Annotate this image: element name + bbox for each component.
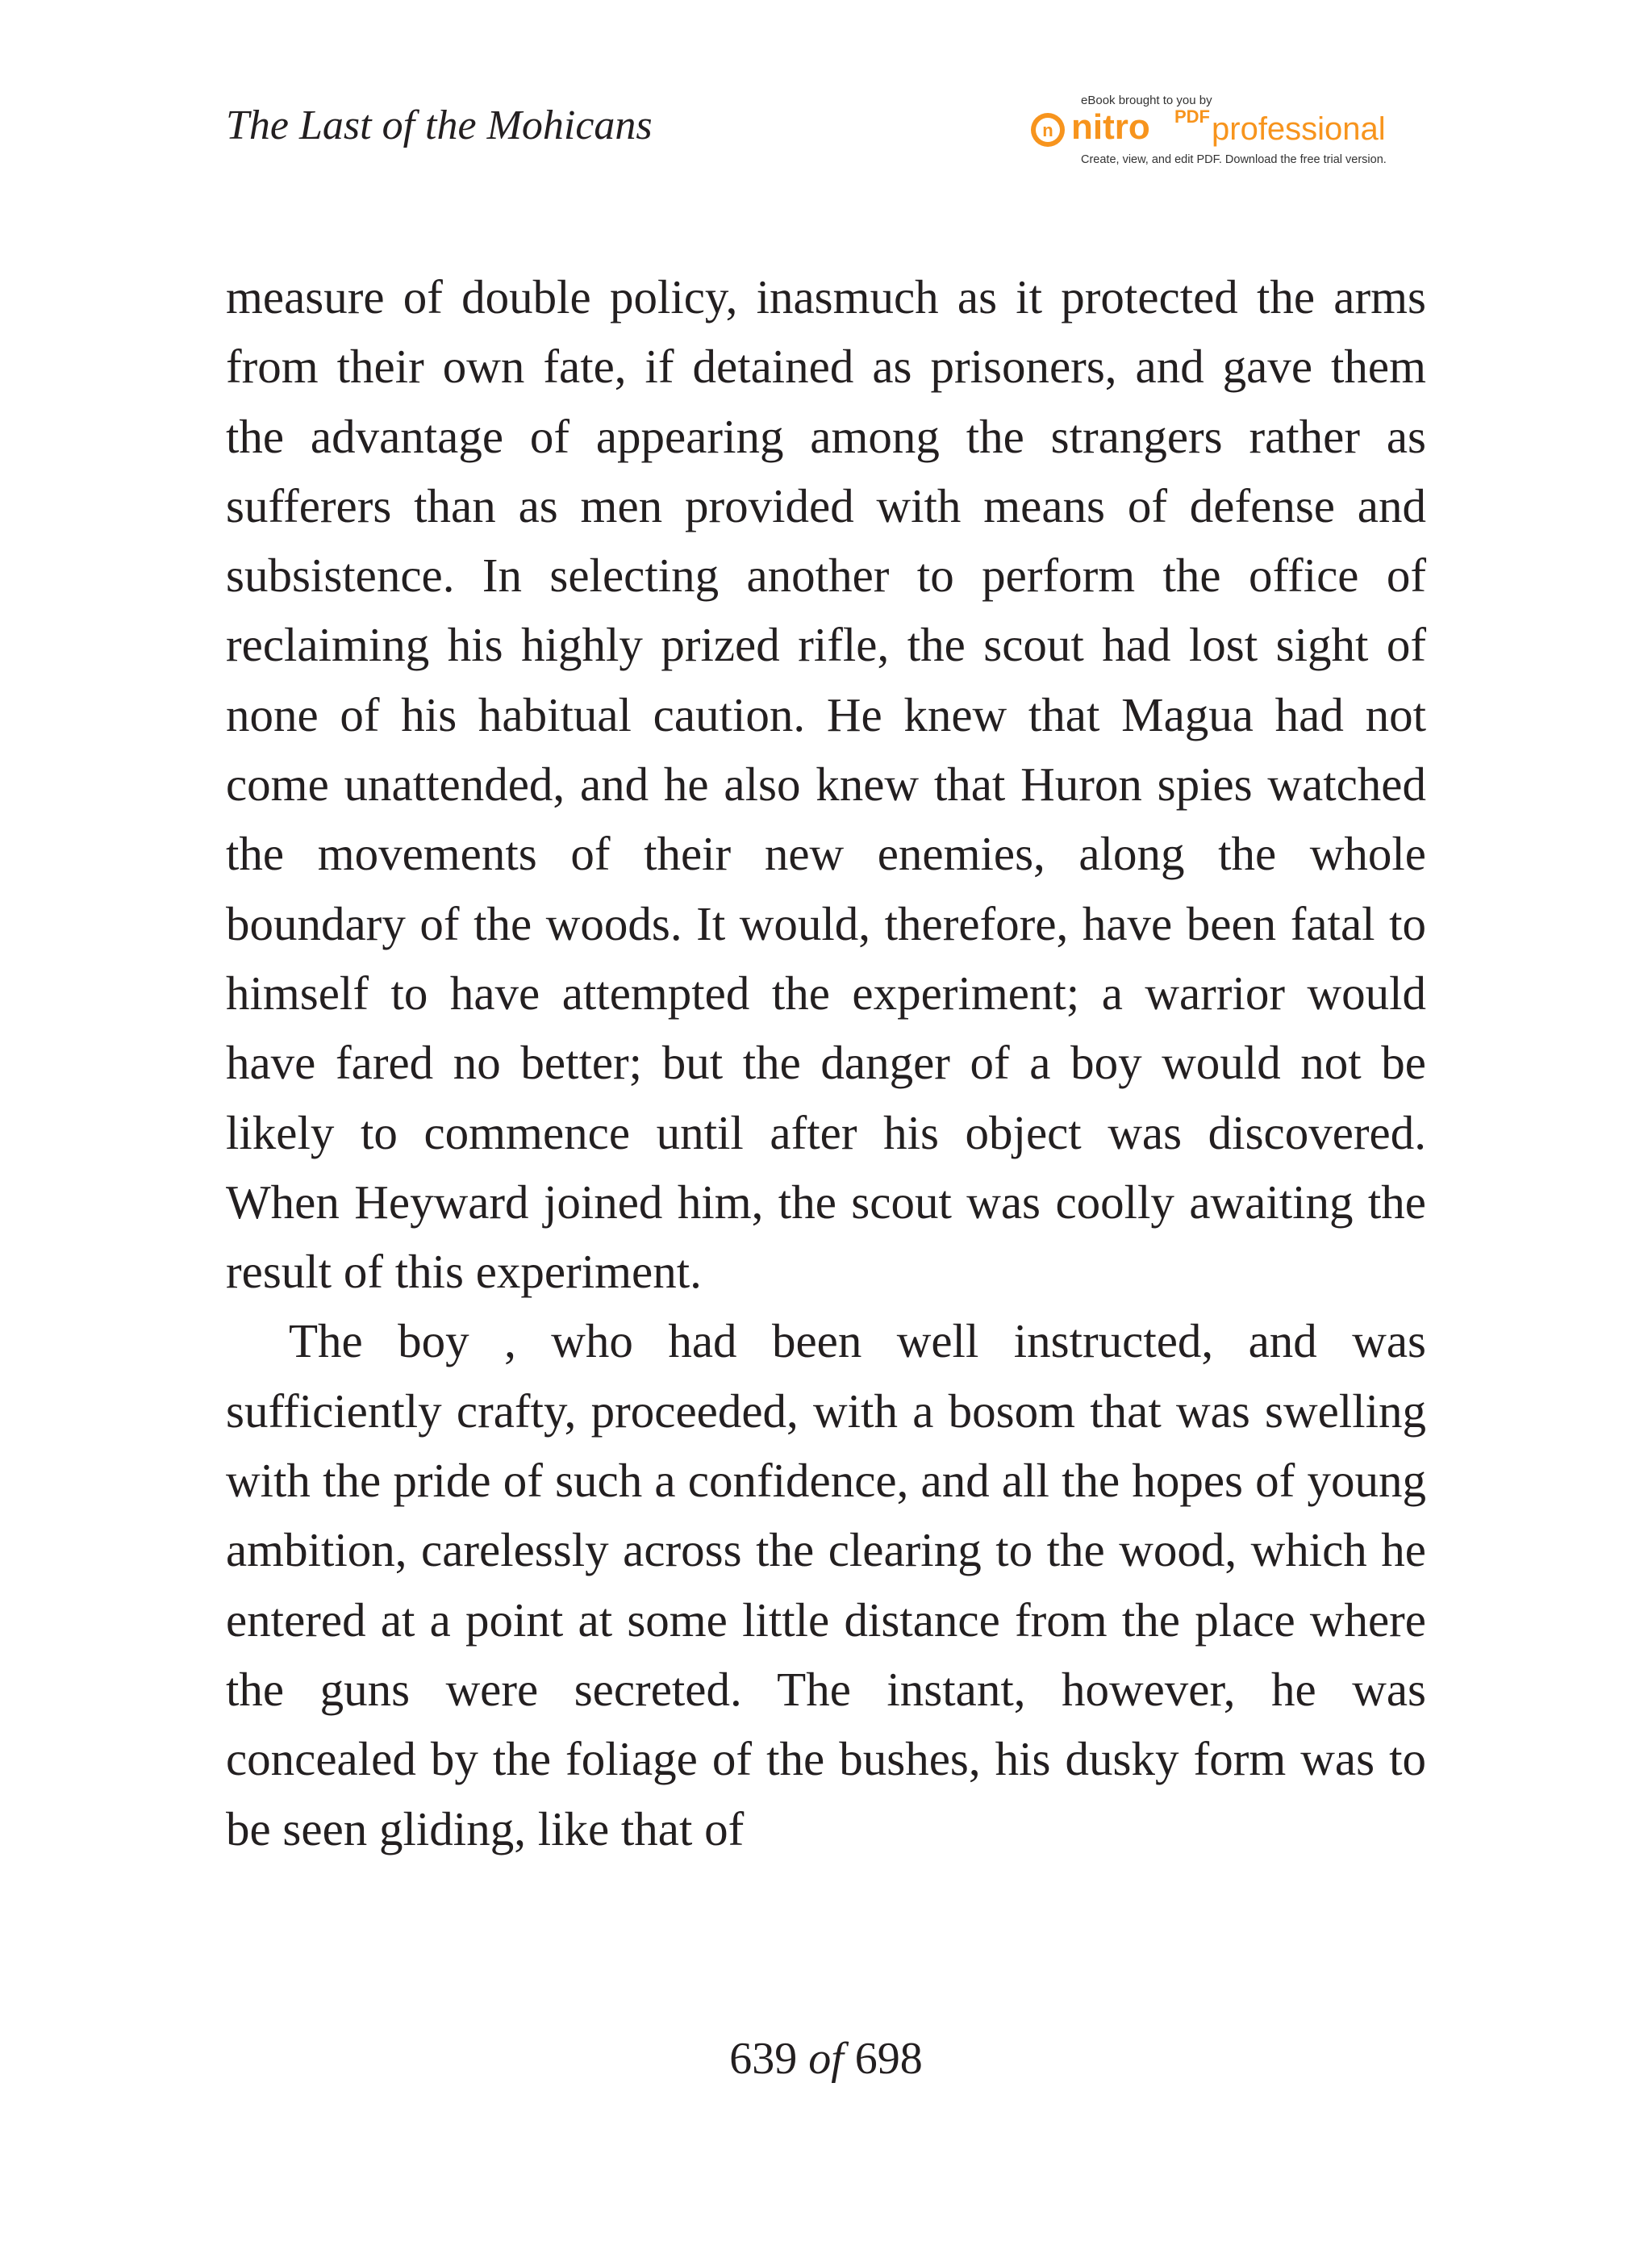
paragraph: measure of double policy, inasmuch as it protected the arms from their own fate, if detained as prisoners, and gave them the advantage of appearing among the strangers rather as sufferers than as men provided with means of defense and subsistence. In selecting another to perform the office of reclaiming his highly prized rifle, the scout had lost sight of none of his habitual caution. He knew that Magua had not come unattended, and he also knew that Huron spies watched the movements of their new enemies, along the whole boundary of the woods. It would, therefore, have been fatal to himself to have attempted the experiment; a warrior would have fared no better; but the danger of a boy would not be likely to commence until after his object was discovered. When Heyward joined him, the scout was coolly awaiting the result of this experiment. — [226, 270, 1426, 1299]
page-number — [0, 2034, 1652, 2084]
nitro-logo-icon — [1029, 111, 1066, 148]
ad-brand: nitro — [1071, 107, 1150, 147]
page-of: of — [808, 2034, 844, 2084]
nitro-pdf-ad[interactable] — [1029, 90, 1416, 171]
page-total: 698 — [854, 2034, 923, 2084]
running-title: The Last of the Mohicans — [226, 102, 653, 148]
paragraph: The boy , who had been well instructed, and was sufficiently crafty, proceeded, with a bosom that was swelling with the pride of such a confidence, and all the hopes of young ambition, carelessly across the clearing to the wood, which he entered at a point at some little distance from the place where the guns were secreted. The instant, however, he was concealed by the foliage of the bushes, his dusky form was to be seen gliding, like that of — [226, 1314, 1426, 1855]
body-text — [226, 262, 1426, 1864]
ad-brand-superscript: PDF — [1174, 106, 1210, 127]
nitro-logo-letter: n — [1042, 120, 1053, 140]
ad-tagline: Create, view, and edit PDF. Download the free trial version. — [1081, 153, 1387, 166]
ad-product: professional — [1212, 111, 1386, 147]
ad-top-text: eBook brought to you by — [1081, 94, 1212, 107]
page-current: 639 — [729, 2034, 798, 2084]
